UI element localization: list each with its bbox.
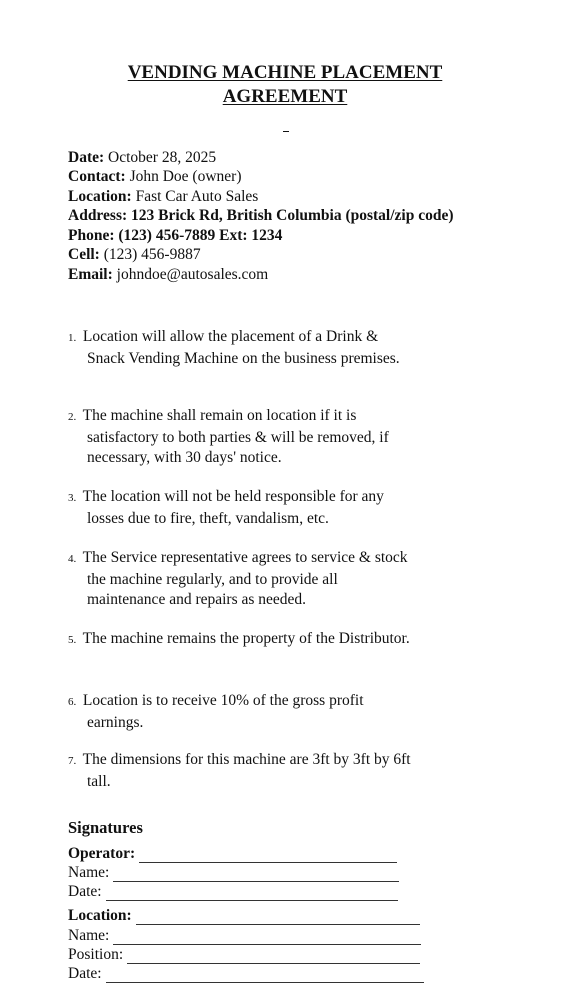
clause-7 bbox=[68, 750, 468, 792]
location-field bbox=[68, 187, 258, 206]
operator-date-row bbox=[68, 882, 398, 901]
operator-name-label: Name: bbox=[68, 864, 110, 881]
clause-number: 4. bbox=[68, 553, 77, 565]
clause-text: The Service representative agrees to service & stock bbox=[82, 549, 408, 566]
operator-name-row bbox=[68, 863, 399, 882]
phone-label: Phone: bbox=[68, 227, 115, 244]
clause-number: 6. bbox=[68, 696, 77, 708]
location-name-label: Name: bbox=[68, 927, 110, 944]
clause-number: 1. bbox=[68, 332, 77, 344]
location-label: Location: bbox=[68, 188, 132, 205]
date-label: Date: bbox=[68, 149, 105, 166]
location-name-row bbox=[68, 926, 421, 945]
clause-text: earnings. bbox=[87, 713, 144, 731]
clause-text: necessary, with 30 days' notice. bbox=[87, 449, 282, 466]
email-field bbox=[68, 265, 268, 284]
clause-5 bbox=[68, 629, 468, 651]
location-signature-row bbox=[68, 906, 420, 925]
clause-number: 7. bbox=[68, 755, 77, 767]
document-title-line-1: VENDING MACHINE PLACEMENT bbox=[127, 62, 443, 83]
location-position-label: Position: bbox=[68, 946, 124, 963]
cell-value: (123) 456-9887 bbox=[103, 246, 201, 263]
clause-3 bbox=[68, 487, 468, 529]
decorative-dash bbox=[283, 131, 289, 132]
clause-text: The machine remains the property of the Distributor. bbox=[82, 630, 410, 647]
signatures-heading: Signatures bbox=[68, 818, 143, 837]
operator-name-line[interactable] bbox=[113, 866, 399, 882]
location-date-label: Date: bbox=[68, 965, 102, 982]
operator-date-label: Date: bbox=[68, 883, 102, 900]
clause-number: 2. bbox=[68, 411, 77, 423]
clause-1 bbox=[68, 327, 468, 369]
clause-4 bbox=[68, 548, 468, 611]
phone-field bbox=[68, 226, 282, 245]
clause-number: 5. bbox=[68, 634, 77, 646]
operator-label: Operator: bbox=[68, 845, 136, 862]
location-sign-label: Location: bbox=[68, 907, 132, 924]
clause-2 bbox=[68, 406, 468, 469]
operator-date-line[interactable] bbox=[106, 885, 398, 901]
date-field bbox=[68, 148, 216, 167]
clause-text: Location will allow the placement of a Drink & bbox=[82, 328, 379, 345]
clause-text: maintenance and repairs as needed. bbox=[87, 591, 307, 608]
clause-text: The location will not be held responsible for any bbox=[82, 488, 384, 505]
document-title-line-2: AGREEMENT bbox=[222, 86, 348, 107]
address-label: Address: bbox=[68, 207, 128, 224]
cell-label: Cell: bbox=[68, 246, 100, 263]
clause-text: losses due to fire, theft, vandalism, etc. bbox=[87, 509, 329, 527]
address-value: 123 Brick Rd, British Columbia (postal/zip code) bbox=[131, 207, 454, 224]
clause-text: The machine shall remain on location if it is bbox=[82, 407, 357, 424]
location-position-row bbox=[68, 945, 420, 964]
location-date-row bbox=[68, 964, 424, 983]
clause-text: The dimensions for this machine are 3ft by 3ft by 6ft bbox=[82, 751, 411, 768]
clause-text: satisfactory to both parties & will be removed, if bbox=[87, 428, 389, 446]
clause-6 bbox=[68, 691, 468, 733]
clause-text: Location is to receive 10% of the gross profit bbox=[82, 692, 364, 709]
location-signature-line[interactable] bbox=[136, 909, 420, 925]
clause-text: Snack Vending Machine on the business premises. bbox=[87, 349, 400, 367]
clause-text: the machine regularly, and to provide all bbox=[87, 570, 338, 588]
email-value: johndoe@autosales.com bbox=[116, 266, 269, 283]
contact-field bbox=[68, 167, 241, 186]
operator-signature-row bbox=[68, 844, 397, 863]
location-position-line[interactable] bbox=[127, 948, 420, 964]
operator-signature-line[interactable] bbox=[139, 847, 397, 863]
clause-number: 3. bbox=[68, 492, 77, 504]
contact-value: John Doe (owner) bbox=[129, 168, 242, 185]
email-label: Email: bbox=[68, 266, 113, 283]
location-name-line[interactable] bbox=[113, 929, 421, 945]
contact-label: Contact: bbox=[68, 168, 126, 185]
phone-value: (123) 456-7889 Ext: 1234 bbox=[118, 227, 283, 244]
clause-text: tall. bbox=[87, 772, 111, 790]
address-field bbox=[68, 206, 454, 225]
location-value: Fast Car Auto Sales bbox=[135, 188, 259, 205]
date-value: October 28, 2025 bbox=[108, 149, 217, 166]
location-date-line[interactable] bbox=[106, 967, 424, 983]
cell-field bbox=[68, 245, 201, 264]
